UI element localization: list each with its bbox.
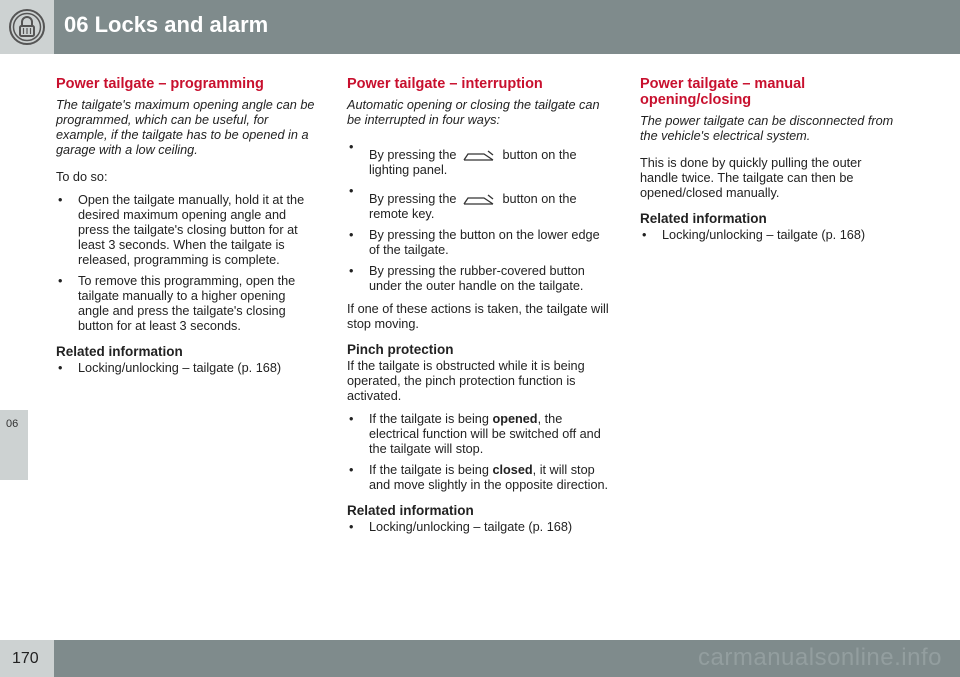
- instruction-lead: To do so:: [56, 170, 108, 184]
- list-item: • Open the tailgate manually, hold it at the desired maximum opening angle and press the tailgate's closing button for at least 3 seconds. When the tailgate is released, programming is complete.: [56, 193, 318, 268]
- related-heading: Related information: [640, 211, 767, 226]
- list-item: • To remove this programming, open the tailgate manually to a higher opening angle and press the tailgate's closing button for at least 3 seconds.: [56, 274, 318, 334]
- list-item-text: , it will stop and move slightly in the opposite direction.: [369, 463, 609, 492]
- related-link[interactable]: • Locking/unlocking – tailgate (p. 168): [640, 228, 902, 243]
- paragraph: This is done by quickly pulling the outer handle twice. The tailgate can then be opened/closed manually.: [640, 156, 862, 200]
- related-link[interactable]: • Locking/unlocking – tailgate (p. 168): [56, 361, 318, 376]
- list-item-text: If the tailgate is being: [369, 463, 489, 477]
- related-link[interactable]: • Locking/unlocking – tailgate (p. 168): [347, 520, 609, 535]
- pinch-list: [347, 412, 609, 493]
- related-heading: Related information: [347, 503, 474, 518]
- header-icon-box: [0, 0, 54, 54]
- related-list: [347, 520, 609, 535]
- section-intro: The power tailgate can be disconnected from the vehicle's electrical system.: [640, 114, 894, 143]
- page-number: 170: [12, 650, 39, 667]
- section-title: Power tailgate – interruption: [347, 76, 543, 92]
- list-item-text: By pressing the: [369, 192, 457, 206]
- column-programming: [56, 76, 318, 384]
- section-intro: Automatic opening or closing the tailgate can be interrupted in four ways:: [347, 98, 600, 127]
- paragraph: If the tailgate is obstructed while it is being operated, the pinch protection function is activated.: [347, 359, 585, 403]
- tailgate-icon: [462, 149, 496, 163]
- page-footer: [0, 640, 960, 677]
- tailgate-icon: [462, 193, 496, 207]
- related-list: [56, 361, 318, 376]
- section-title: Power tailgate – programming: [56, 76, 264, 92]
- interruption-list: [347, 140, 609, 294]
- list-item: [347, 463, 609, 493]
- watermark: carmanualsonline.info: [698, 644, 942, 671]
- list-item-text: button on the lighting panel.: [369, 148, 577, 177]
- side-tab-label: 06: [6, 418, 19, 430]
- column-manual: [640, 76, 902, 251]
- page-header: [0, 0, 960, 54]
- list-item: • By pressing the button on the lower edge of the tailgate.: [347, 228, 609, 258]
- section-title: Power tailgate – manual opening/closing: [640, 76, 806, 108]
- chapter-title: 06 Locks and alarm: [64, 12, 269, 37]
- list-item-text: If the tailgate is being: [369, 412, 489, 426]
- chapter-side-tab: [0, 410, 28, 480]
- list-item-text: , the electrical function will be switched off and the tailgate will stop.: [369, 412, 601, 456]
- lock-icon: [8, 8, 46, 46]
- section-intro: The tailgate's maximum opening angle can be programmed, which can be useful, for example, if the tailgate has to be opened in a garage with a low ceiling.: [56, 98, 315, 157]
- list-item: • By pressing the rubber-covered button under the outer handle on the tailgate.: [347, 264, 609, 294]
- list-item-text: By pressing the: [369, 148, 457, 162]
- subheading: Pinch protection: [347, 342, 454, 357]
- list-item: [347, 184, 609, 222]
- related-list: [640, 228, 902, 243]
- list-item-text: button on the remote key.: [369, 192, 577, 221]
- list-item: [347, 140, 609, 178]
- list-item: [347, 412, 609, 457]
- column-interruption: [347, 76, 609, 543]
- emphasis: opened: [492, 412, 538, 426]
- instruction-list: [56, 193, 318, 334]
- paragraph: If one of these actions is taken, the tailgate will stop moving.: [347, 302, 609, 331]
- related-heading: Related information: [56, 344, 183, 359]
- emphasis: closed: [492, 463, 533, 477]
- page-number-box: [0, 640, 54, 677]
